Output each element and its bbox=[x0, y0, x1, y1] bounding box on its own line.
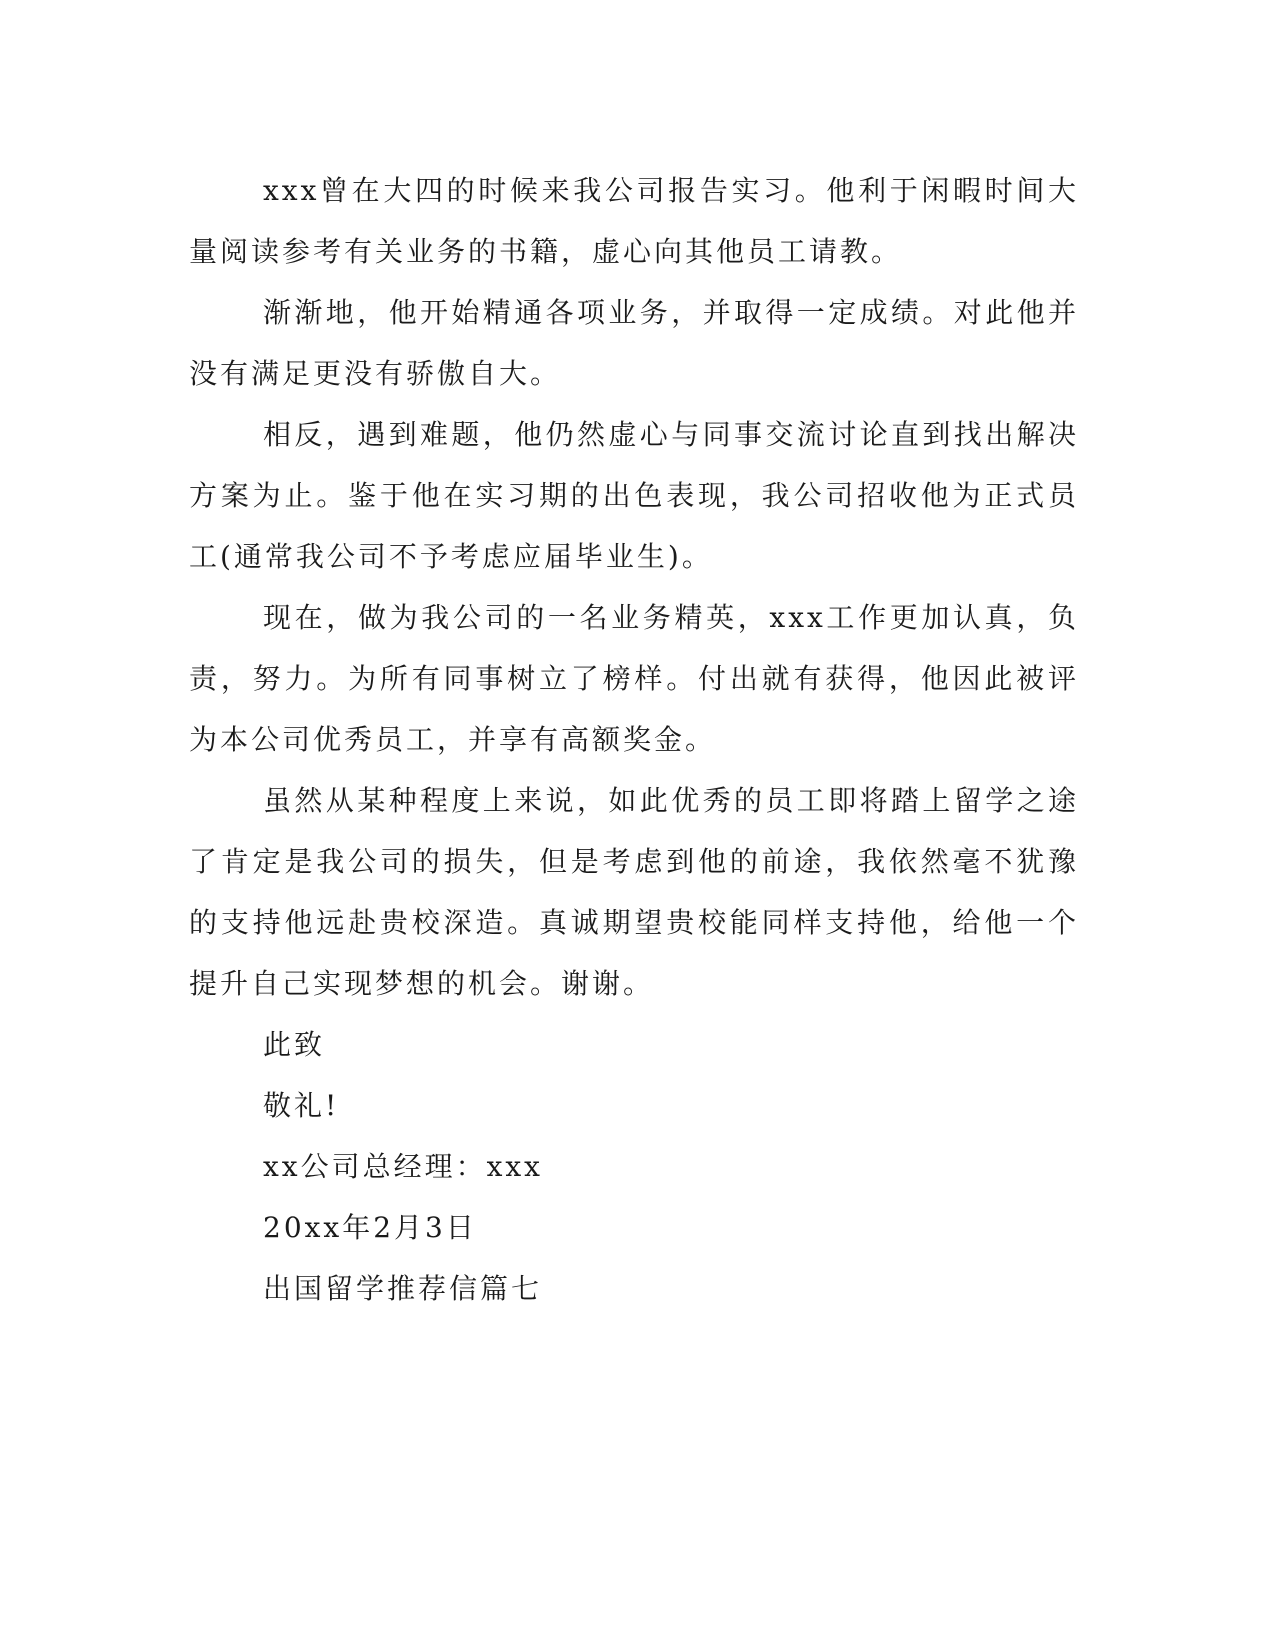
signature-line: xx公司总经理：xxx bbox=[263, 1150, 543, 1183]
paragraph-current-role: 现在，做为我公司的一名业务精英，xxx工作更加认真，负责，努力。为所有同事树立了榜样。付出就有获得，他因此被评为本公司优秀员工，并享有高额奖金。 bbox=[189, 601, 1079, 756]
paragraph-recommendation: 虽然从某种程度上来说，如此优秀的员工即将踏上留学之途了肯定是我公司的损失，但是考虑到他的前途，我依然毫不犹豫的支持他远赴贵校深造。真诚期望贵校能同样支持他，给他一个提升自己实现梦想的机会。谢谢。 bbox=[189, 784, 1079, 1000]
paragraph-internship: xxx曾在大四的时候来我公司报告实习。他利于闲暇时间大量阅读参考有关业务的书籍，虚心向其他员工请教。 bbox=[189, 174, 1079, 268]
next-section-heading: 出国留学推荐信篇七 bbox=[263, 1272, 543, 1305]
paragraph-progress: 渐渐地，他开始精通各项业务，并取得一定成绩。对此他并没有满足更没有骄傲自大。 bbox=[189, 296, 1079, 390]
date-line: 20xx年2月3日 bbox=[263, 1211, 477, 1244]
paragraph-hired: 相反，遇到难题，他仍然虚心与同事交流讨论直到找出解决方案为止。鉴于他在实习期的出色表现，我公司招收他为正式员工(通常我公司不予考虑应届毕业生)。 bbox=[189, 418, 1079, 573]
closing-salutation: 此致 bbox=[263, 1028, 326, 1061]
letter-body bbox=[189, 160, 1079, 1319]
closing-regards: 敬礼! bbox=[263, 1089, 340, 1122]
